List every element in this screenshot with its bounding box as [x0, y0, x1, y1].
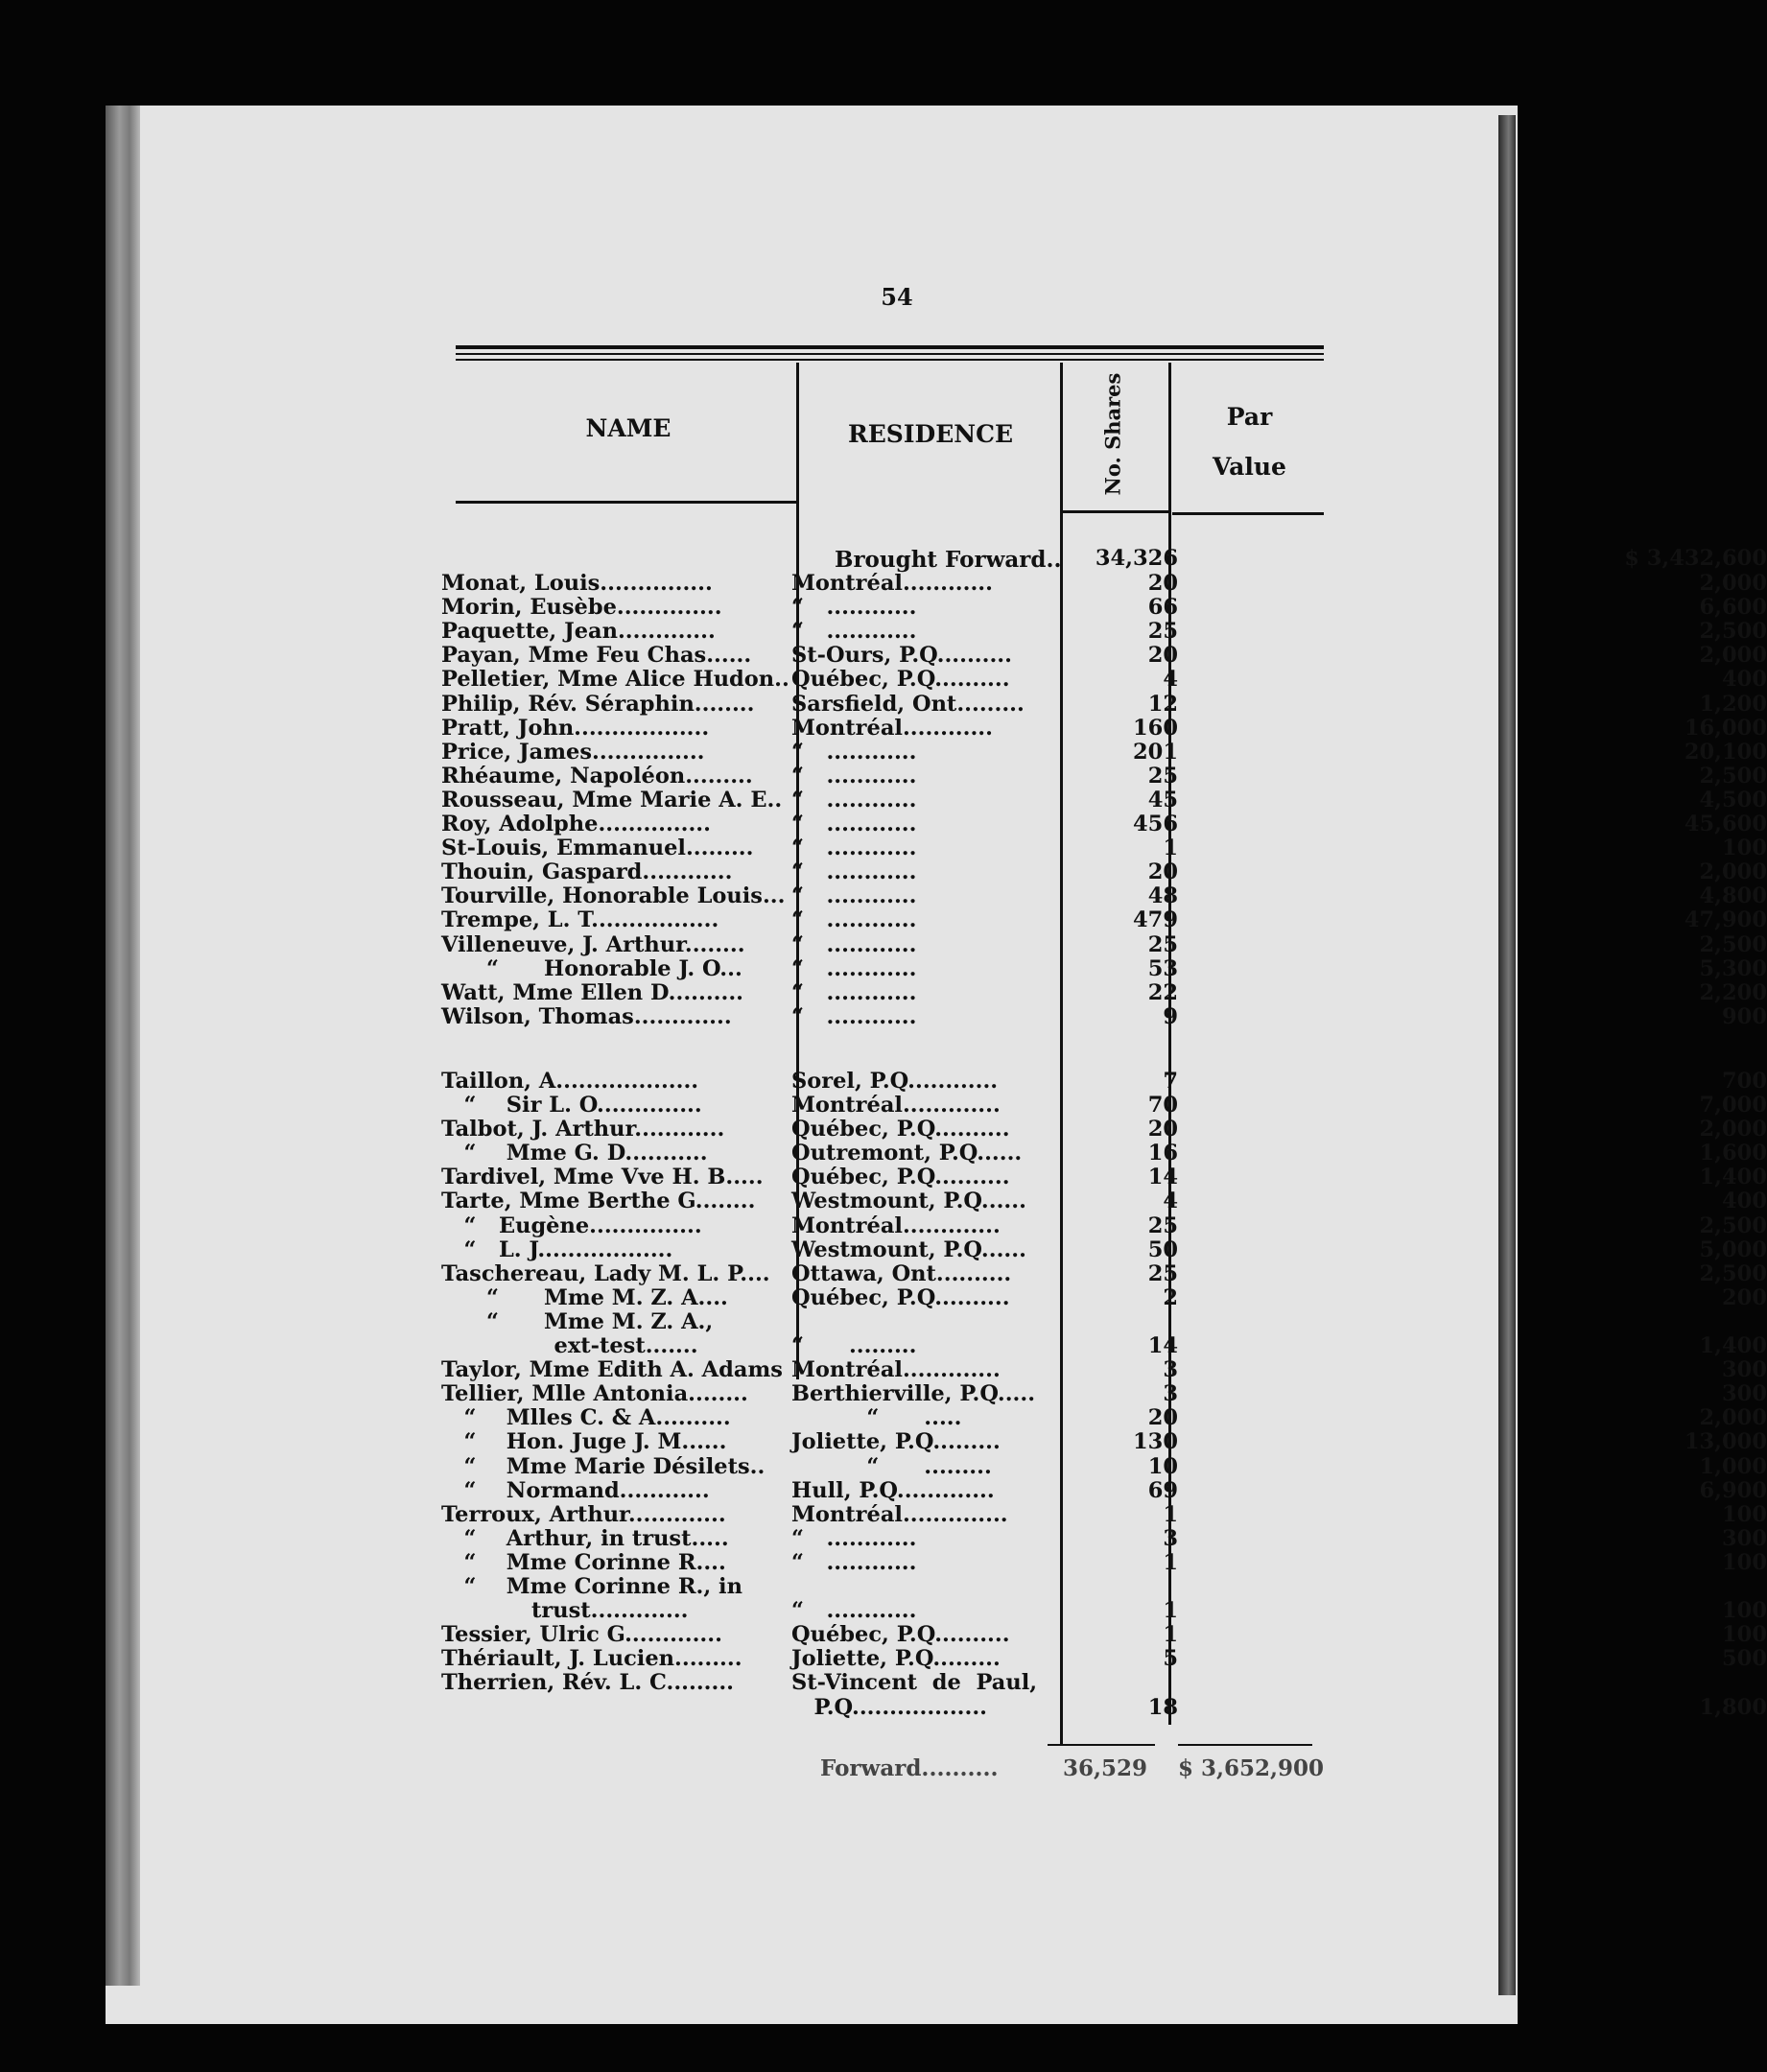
name-cell: Thouin, Gaspard............ [441, 859, 733, 885]
name-cell: Roy, Adolphe............... [441, 812, 711, 836]
value-cell: 6,600 [1699, 595, 1767, 621]
residence-cell: Montréal............. [791, 1357, 1001, 1383]
name-cell: “ Mme Corinne R.... [441, 1549, 726, 1575]
residence-cell: St-Vincent de Paul, [791, 1670, 1038, 1696]
book-spine [106, 106, 140, 1986]
residence-cell: Outremont, P.Q...... [791, 1141, 1023, 1166]
top-rule [456, 345, 1324, 349]
total-rule-value [1178, 1744, 1312, 1746]
residence-cell: Sorel, P.Q............ [791, 1068, 999, 1094]
brought-forward-shares: 34,326 [1095, 546, 1178, 571]
name-cell: Watt, Mme Ellen D.......... [441, 979, 743, 1005]
residence-cell: Ottawa, Ont.......... [791, 1260, 1012, 1286]
residence-cell: “ ............ [791, 1549, 917, 1575]
name-cell: “ Mme M. Z. A.... [441, 1284, 728, 1310]
page [106, 106, 1518, 2024]
table-row [441, 1141, 1767, 1166]
name-cell: Villeneuve, J. Arthur........ [441, 931, 745, 957]
table-row [441, 667, 1767, 693]
residence-cell: “ ............ [791, 979, 917, 1005]
shares-cell: 3 [1163, 1525, 1178, 1551]
table-row [441, 1236, 1767, 1262]
brought-forward-value: $ 3,432,600 [1624, 546, 1767, 571]
value-cell: 100 [1722, 1598, 1767, 1624]
value-cell: 2,000 [1699, 1117, 1767, 1142]
name-cell: “ Honorable J. O... [441, 955, 742, 981]
name-cell: Tarte, Mme Berthe G........ [441, 1189, 756, 1214]
name-cell: Tourville, Honorable Louis... [441, 883, 786, 909]
table-row [441, 836, 1767, 861]
residence-cell: Québec, P.Q.......... [791, 1165, 1010, 1190]
name-cell: Tellier, Mlle Antonia........ [441, 1381, 748, 1407]
value-cell: 2,500 [1699, 1260, 1767, 1286]
name-cell: Payan, Mme Feu Chas...... [441, 643, 752, 669]
table-row [441, 1405, 1767, 1431]
name-cell: Taschereau, Lady M. L. P.... [441, 1260, 770, 1286]
brought-forward-row [441, 546, 1767, 571]
header-rule-3 [1172, 512, 1324, 515]
table-row [441, 1671, 1333, 1695]
shares-cell: 20 [1147, 1405, 1178, 1431]
name-cell: “ Arthur, in trust..... [441, 1525, 729, 1551]
value-cell: 45,600 [1684, 812, 1767, 836]
name-cell: “ L. J.................. [441, 1236, 673, 1262]
shares-cell: 4 [1163, 667, 1178, 693]
shares-cell: 479 [1133, 907, 1178, 933]
residence-cell: Hull, P.Q............. [791, 1477, 995, 1503]
value-cell: 300 [1722, 1525, 1767, 1551]
brought-forward-label: Brought Forward.. [835, 547, 1062, 573]
name-cell: Price, James............... [441, 739, 705, 765]
residence-cell: Québec, P.Q.......... [791, 1622, 1010, 1648]
shares-cell: 70 [1147, 1093, 1178, 1118]
value-cell: 1,000 [1699, 1453, 1767, 1479]
shares-cell: 20 [1147, 643, 1178, 669]
header-value: Value [1213, 453, 1286, 481]
shares-cell: 14 [1147, 1333, 1178, 1358]
name-cell: ext-test....... [441, 1333, 698, 1358]
residence-cell: Québec, P.Q.......... [791, 1284, 1010, 1310]
shares-cell: 20 [1147, 571, 1178, 596]
table-row [441, 1260, 1767, 1286]
residence-cell: “ ..... [791, 1405, 962, 1431]
residence-cell: “ ............ [791, 859, 917, 885]
shares-cell: 1 [1163, 836, 1178, 861]
shares-cell: 4 [1163, 1189, 1178, 1214]
name-cell: “ Normand............ [441, 1477, 710, 1503]
name-cell: Rousseau, Mme Marie A. E.. [441, 787, 783, 812]
residence-cell: “ ............ [791, 836, 917, 861]
shares-cell: 14 [1147, 1165, 1178, 1190]
name-cell: Trempe, L. T................. [441, 907, 719, 933]
shares-cell: 7 [1163, 1068, 1178, 1094]
value-cell: 100 [1722, 1622, 1767, 1648]
table-row [441, 883, 1767, 909]
table-row [441, 1333, 1767, 1358]
table-row [441, 1093, 1767, 1118]
residence-cell: Québec, P.Q.......... [791, 667, 1010, 693]
page-edge [1498, 115, 1516, 1995]
name-cell: Terroux, Arthur............. [441, 1501, 726, 1527]
residence-cell: “ ............ [791, 1003, 917, 1029]
shares-cell: 48 [1147, 883, 1178, 909]
value-cell: 47,900 [1684, 907, 1767, 933]
name-cell: Pratt, John.................. [441, 715, 710, 741]
table-row [441, 859, 1767, 885]
table-row [441, 715, 1767, 741]
value-cell: 2,500 [1699, 931, 1767, 957]
residence-cell: “ ............ [791, 787, 917, 812]
value-cell: 500 [1722, 1646, 1767, 1672]
name-cell: “ Eugène............... [441, 1213, 702, 1238]
value-cell: 5,000 [1699, 1236, 1767, 1262]
residence-cell: “ ............ [791, 812, 917, 836]
value-cell: 4,800 [1699, 883, 1767, 909]
shares-cell: 20 [1147, 859, 1178, 885]
shares-cell: 12 [1147, 691, 1178, 717]
residence-cell: “ ......... [791, 1333, 917, 1358]
table-row [441, 1429, 1767, 1455]
value-cell: 2,000 [1699, 571, 1767, 596]
residence-cell: “ ............ [791, 739, 917, 765]
shares-cell: 45 [1147, 787, 1178, 812]
name-cell: “ Mme Corinne R., in [441, 1574, 742, 1599]
table-row [441, 1284, 1767, 1310]
shares-cell: 50 [1147, 1236, 1178, 1262]
table-row [441, 619, 1767, 645]
table-row [441, 787, 1767, 812]
table-row [441, 931, 1767, 957]
value-cell: 300 [1722, 1381, 1767, 1407]
residence-cell: “ ............ [791, 1598, 917, 1624]
shares-cell: 10 [1147, 1453, 1178, 1479]
value-cell: 100 [1722, 836, 1767, 861]
shares-cell: 69 [1147, 1477, 1178, 1503]
total-rule-shares [1048, 1744, 1155, 1746]
residence-cell: “ ............ [791, 595, 917, 621]
value-cell: 2,500 [1699, 763, 1767, 789]
shares-cell: 456 [1133, 812, 1178, 836]
table-row [441, 1646, 1767, 1672]
table-row [441, 1189, 1767, 1214]
residence-cell: Berthierville, P.Q..... [791, 1381, 1036, 1407]
table-row [441, 1310, 1333, 1334]
table-row [441, 1622, 1767, 1648]
shares-cell: 1 [1163, 1598, 1178, 1624]
name-cell: Rhéaume, Napoléon......... [441, 763, 753, 789]
residence-cell: “ ............ [791, 763, 917, 789]
value-cell: 2,500 [1699, 619, 1767, 645]
table-row [441, 1068, 1767, 1094]
table-row [441, 1525, 1767, 1551]
header-shares: No. Shares [1100, 372, 1125, 496]
name-cell: “ Mme Marie Désilets.. [441, 1453, 766, 1479]
name-cell: Morin, Eusèbe.............. [441, 595, 722, 621]
table-row [441, 1117, 1767, 1142]
value-cell: 300 [1722, 1357, 1767, 1383]
name-cell: Pelletier, Mme Alice Hudon.. [441, 667, 789, 693]
shares-cell: 2 [1163, 1284, 1178, 1310]
table-row [441, 907, 1767, 933]
residence-cell: Montréal............. [791, 1093, 1001, 1118]
table-row [441, 812, 1767, 836]
shares-cell: 25 [1147, 619, 1178, 645]
value-cell: 900 [1722, 1003, 1767, 1029]
table-row [441, 1165, 1767, 1190]
table-row [441, 1575, 1333, 1599]
value-cell: 200 [1722, 1284, 1767, 1310]
value-cell: 20,100 [1684, 739, 1767, 765]
top-rule-3 [456, 359, 1324, 361]
residence-cell: Québec, P.Q.......... [791, 1117, 1010, 1142]
header-residence: RESIDENCE [847, 420, 1014, 448]
table-row [441, 1598, 1767, 1624]
value-cell: 4,500 [1699, 787, 1767, 812]
name-cell: “ Hon. Juge J. M...... [441, 1429, 727, 1455]
value-cell: 1,400 [1699, 1333, 1767, 1358]
name-cell: “ Mme G. D........... [441, 1141, 708, 1166]
table-row [441, 955, 1767, 981]
residence-cell: Joliette, P.Q......... [791, 1646, 1001, 1672]
forward-shares: 36,529 [1063, 1755, 1148, 1781]
residence-cell: Sarsfield, Ont......... [791, 691, 1025, 717]
shares-cell: 201 [1133, 739, 1178, 765]
shares-cell: 3 [1163, 1381, 1178, 1407]
residence-cell: Joliette, P.Q......... [791, 1429, 1001, 1455]
shares-cell: 22 [1147, 979, 1178, 1005]
table-row [441, 643, 1767, 669]
residence-cell: St-Ours, P.Q.......... [791, 643, 1012, 669]
name-cell: Tessier, Ulric G............. [441, 1622, 722, 1648]
residence-cell: Montréal............ [791, 571, 993, 596]
shares-cell: 25 [1147, 1260, 1178, 1286]
residence-cell: “ ............ [791, 619, 917, 645]
shares-cell: 53 [1147, 955, 1178, 981]
table-row [441, 1357, 1767, 1383]
value-cell: 1,400 [1699, 1165, 1767, 1190]
residence-cell: “ ............ [791, 907, 917, 933]
name-cell: “ Mme M. Z. A., [441, 1308, 714, 1334]
table-row [441, 1453, 1767, 1479]
name-cell: Taylor, Mme Edith A. Adams [441, 1357, 783, 1383]
shares-cell: 160 [1133, 715, 1178, 741]
name-cell: Wilson, Thomas............. [441, 1003, 732, 1029]
value-cell: 100 [1722, 1549, 1767, 1575]
shares-cell: 9 [1163, 1003, 1178, 1029]
header-rule [456, 501, 796, 504]
name-cell: Paquette, Jean............. [441, 619, 716, 645]
table-row [441, 595, 1767, 621]
table-row [441, 1501, 1767, 1527]
shares-cell: 16 [1147, 1141, 1178, 1166]
residence-cell: Montréal.............. [791, 1501, 1008, 1527]
value-cell: 7,000 [1699, 1093, 1767, 1118]
name-cell: “ Sir L. O.............. [441, 1093, 702, 1118]
table-row [441, 1549, 1767, 1575]
value-cell: 700 [1722, 1068, 1767, 1094]
value-cell: 13,000 [1684, 1429, 1767, 1455]
value-cell: 1,200 [1699, 691, 1767, 717]
name-cell: Taillon, A................... [441, 1068, 699, 1094]
table-row [441, 1381, 1767, 1407]
table-row [441, 1213, 1767, 1238]
name-cell: Philip, Rév. Séraphin........ [441, 691, 755, 717]
shares-cell: 25 [1147, 1213, 1178, 1238]
table-row [441, 739, 1767, 765]
top-rule-2 [456, 353, 1324, 355]
header-par: Par [1226, 403, 1273, 431]
value-cell: 400 [1722, 667, 1767, 693]
table-row [441, 1694, 1767, 1720]
value-cell: 2,000 [1699, 859, 1767, 885]
name-cell: trust............. [441, 1598, 689, 1624]
shares-cell: 1 [1163, 1622, 1178, 1648]
shares-cell: 66 [1147, 595, 1178, 621]
residence-cell: Montréal............ [791, 715, 993, 741]
residence-cell: Montréal............. [791, 1213, 1001, 1238]
residence-cell: P.Q.................. [791, 1694, 988, 1720]
name-cell: Thériault, J. Lucien......... [441, 1646, 742, 1672]
shares-cell: 3 [1163, 1357, 1178, 1383]
name-cell: “ Mlles C. & A.......... [441, 1405, 731, 1431]
value-cell: 5,300 [1699, 955, 1767, 981]
table-row [441, 1003, 1767, 1029]
value-cell: 1,600 [1699, 1141, 1767, 1166]
forward-label: Forward.......... [820, 1755, 999, 1781]
header-rule-2 [1063, 510, 1168, 513]
value-cell: 16,000 [1684, 715, 1767, 741]
header-name: NAME [585, 414, 671, 442]
name-cell: St-Louis, Emmanuel......... [441, 836, 754, 861]
table-row [441, 763, 1767, 789]
value-cell: 2,000 [1699, 1405, 1767, 1431]
value-cell: 100 [1722, 1501, 1767, 1527]
name-cell: Talbot, J. Arthur............ [441, 1117, 725, 1142]
residence-cell: “ ............ [791, 883, 917, 909]
value-cell: 2,500 [1699, 1213, 1767, 1238]
table-row [441, 1477, 1767, 1503]
table-row [441, 691, 1767, 717]
value-cell: 1,800 [1699, 1694, 1767, 1720]
residence-cell: Westmount, P.Q...... [791, 1236, 1026, 1262]
name-cell: Monat, Louis............... [441, 571, 713, 596]
residence-cell: Westmount, P.Q...... [791, 1189, 1026, 1214]
value-cell: 2,000 [1699, 643, 1767, 669]
shares-cell: 25 [1147, 931, 1178, 957]
residence-cell: “ ............ [791, 955, 917, 981]
value-cell: 2,200 [1699, 979, 1767, 1005]
residence-cell: “ ............ [791, 1525, 917, 1551]
shares-cell: 25 [1147, 763, 1178, 789]
shares-cell: 18 [1147, 1694, 1178, 1720]
forward-value: $ 3,652,900 [1177, 1755, 1324, 1781]
name-cell: Tardivel, Mme Vve H. B..... [441, 1165, 764, 1190]
shares-cell: 1 [1163, 1501, 1178, 1527]
residence-cell: “ ......... [791, 1453, 992, 1479]
shares-cell: 5 [1163, 1646, 1178, 1672]
shares-cell: 1 [1163, 1549, 1178, 1575]
shares-cell: 130 [1133, 1429, 1178, 1455]
table-row [441, 571, 1767, 596]
table-row [441, 979, 1767, 1005]
residence-cell: “ ............ [791, 931, 917, 957]
page-number: 54 [881, 283, 913, 311]
name-cell: Therrien, Rév. L. C......... [441, 1670, 735, 1696]
value-cell: 400 [1722, 1189, 1767, 1214]
value-cell: 6,900 [1699, 1477, 1767, 1503]
shares-cell: 20 [1147, 1117, 1178, 1142]
